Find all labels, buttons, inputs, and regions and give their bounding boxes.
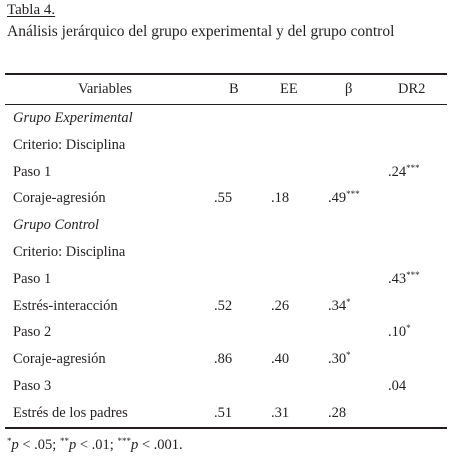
header-dr2: DR2 (398, 81, 426, 97)
group-heading: Grupo Control (13, 217, 100, 233)
significance-mark: *** (406, 163, 420, 173)
header-variables: Variables (78, 81, 132, 97)
significance-mark: * (406, 323, 411, 333)
variable-cell: Coraje-agresión (13, 190, 106, 206)
variable-cell: Paso 2 (13, 324, 52, 340)
beta-cell: .34* (328, 297, 351, 314)
variable-cell: Paso 1 (13, 164, 52, 180)
header-beta: β (345, 81, 353, 97)
ee-cell: .40 (271, 351, 290, 367)
variable-cell: Paso 1 (13, 271, 52, 287)
beta-cell: .28 (328, 405, 347, 421)
table-note: *p < .05; **p < .01; ***p < .001. (7, 436, 183, 453)
ee-cell: .31 (271, 405, 290, 421)
variable-cell: Estrés de los padres (13, 405, 128, 421)
b-cell: .86 (214, 351, 233, 367)
significance-mark: *** (406, 270, 420, 280)
beta-cell: .49*** (328, 189, 360, 206)
table-caption-label: Tabla 4. (7, 2, 56, 18)
header-b: B (229, 81, 239, 97)
ee-cell: .26 (271, 298, 290, 314)
variable-cell: Criterio: Disciplina (13, 137, 126, 153)
significance-mark: * (346, 350, 351, 360)
variable-cell: Coraje-agresión (13, 351, 106, 367)
significance-mark: *** (346, 189, 360, 199)
dr2-cell: .04 (388, 378, 407, 394)
table-caption-title: Análisis jerárquico del grupo experimental y del grupo control (7, 23, 395, 40)
variable-cell: Criterio: Disciplina (13, 244, 126, 260)
dr2-cell: .24*** (388, 163, 420, 180)
variable-cell: Estrés-interacción (13, 298, 118, 314)
b-cell: .52 (214, 298, 233, 314)
header-rule (5, 104, 447, 105)
dr2-cell: .43*** (388, 270, 420, 287)
significance-mark: * (346, 297, 351, 307)
top-rule (5, 73, 447, 75)
variable-cell: Paso 3 (13, 378, 52, 394)
b-cell: .55 (214, 190, 233, 206)
bottom-rule (5, 427, 447, 429)
b-cell: .51 (214, 405, 233, 421)
dr2-cell: .10* (388, 323, 411, 340)
beta-cell: .30* (328, 350, 351, 367)
header-ee: EE (280, 81, 298, 97)
group-heading: Grupo Experimental (13, 110, 133, 126)
ee-cell: .18 (271, 190, 290, 206)
